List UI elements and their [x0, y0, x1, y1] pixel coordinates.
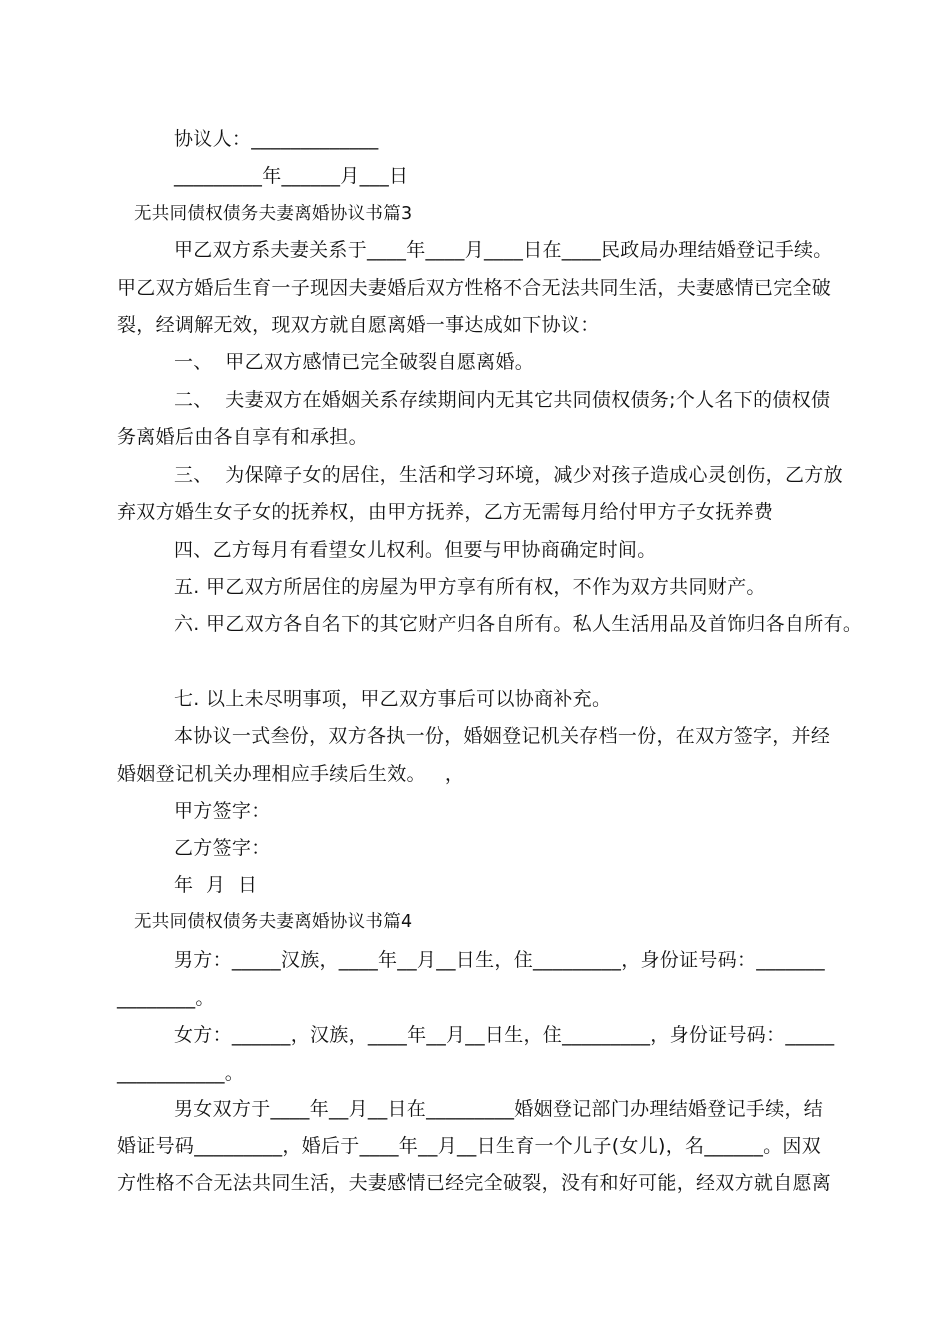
- agreement-party-line: 协议人：_____________: [174, 128, 379, 150]
- party-b-signature: 乙方签字：: [174, 837, 271, 859]
- clause-6: 六. 甲乙双方各自名下的其它财产归各自所有。私人生活用品及首饰归各自所有。: [174, 613, 863, 635]
- male-party-line: 男方：_____汉族，____年__月__日生，住_________，身份证号码：_______: [174, 949, 825, 971]
- clause-4: 四、乙方每月有看望女儿权利。但要与甲协商确定时间。: [174, 539, 657, 561]
- paragraph-line: 甲乙双方系夫妻关系于____年____月____日在____民政局办理结婚登记手续。: [174, 239, 833, 261]
- female-party-line: 女方：______，汉族，____年__月__日生，住_________，身份证号码：_____: [174, 1024, 835, 1046]
- paragraph-line: 男女双方于____年__月__日在_________婚姻登记部门办理结婚登记手续，结: [174, 1098, 824, 1120]
- clause-3: 三、 为保障子女的居住，生活和学习环境，减少对孩子造成心灵创伤，乙方放: [174, 464, 843, 486]
- section-heading-4: 无共同债权债务夫妻离婚协议书篇4: [134, 912, 413, 932]
- male-party-line-continued: ________。: [117, 987, 215, 1009]
- paragraph-line: 本协议一式叁份，双方各执一份，婚姻登记机关存档一份，在双方签字，并经: [174, 725, 831, 747]
- clause-5: 五. 甲乙双方所居住的房屋为甲方享有所有权，不作为双方共同财产。: [174, 576, 766, 598]
- clause-3-continued: 弃双方婚生女子女的抚养权，由甲方抚养，乙方无需每月给付甲方子女抚养费: [117, 501, 774, 523]
- clause-7: 七. 以上未尽明事项，甲乙双方事后可以协商补充。: [174, 688, 612, 710]
- paragraph-line: 甲乙双方婚后生育一子现因夫妻婚后双方性格不合无法共同生活，夫妻感情已完全破: [117, 277, 832, 299]
- paragraph-line: 婚姻登记机关办理相应手续后生效。 ，: [117, 763, 465, 785]
- clause-2-continued: 务离婚后由各自享有和承担。: [117, 426, 368, 448]
- signature-date: 年 月 日: [174, 874, 258, 896]
- party-a-signature: 甲方签字：: [174, 800, 271, 822]
- clause-2: 二、 夫妻双方在婚姻关系存续期间内无其它共同债权债务;个人名下的债权债: [174, 389, 831, 411]
- section-heading-3: 无共同债权债务夫妻离婚协议书篇3: [134, 204, 413, 224]
- paragraph-line: 方性格不合无法共同生活，夫妻感情已经完全破裂，没有和好可能，经双方就自愿离: [117, 1172, 832, 1194]
- clause-1: 一、 甲乙双方感情已完全破裂自愿离婚。: [174, 351, 535, 373]
- female-party-line-continued: ___________。: [117, 1062, 245, 1084]
- date-line: _________年______月___日: [174, 165, 409, 187]
- paragraph-line: 裂，经调解无效，现双方就自愿离婚一事达成如下协议：: [117, 314, 600, 336]
- paragraph-line: 婚证号码_________，婚后于____年__月__日生育一个儿子(女儿)，名______。因双: [117, 1135, 822, 1157]
